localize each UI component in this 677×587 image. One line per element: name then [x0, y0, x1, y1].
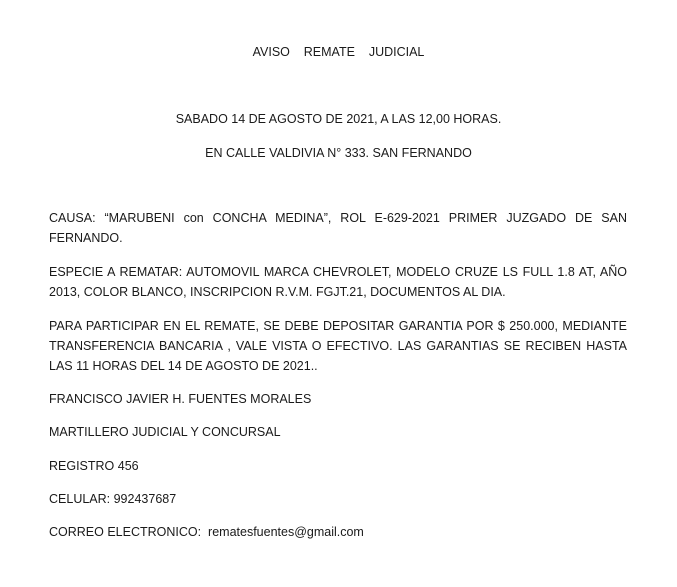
item-paragraph: ESPECIE A REMATAR: AUTOMOVIL MARCA CHEVROLET, MODELO CRUZE LS FULL 1.8 AT, AÑO 2013, COLOR BLANCO, INSCRIPCION R.V.M. FGJT.21, DOCUMENTOS AL DIA.: [49, 265, 627, 299]
guarantee-paragraph: PARA PARTICIPAR EN EL REMATE, SE DEBE DEPOSITAR GARANTIA POR $ 250.000, MEDIANTE TRANSFERENCIA BANCARIA , VALE VISTA O EFECTIVO. LAS GARANTIAS SE RECIBEN HASTA LAS 11 HORAS DEL 14 DE AGOSTO DE 2021..: [49, 319, 627, 373]
registry-number: REGISTRO 456: [49, 459, 139, 473]
auctioneer-name: FRANCISCO JAVIER H. FUENTES MORALES: [49, 392, 312, 406]
case-paragraph: CAUSA: “MARUBENI con CONCHA MEDINA”, ROL E-629-2021 PRIMER JUZGADO DE SAN FERNANDO.: [49, 211, 627, 245]
auction-date: SABADO 14 DE AGOSTO DE 2021, A LAS 12,00 HORAS.: [175, 112, 502, 126]
phone-number: CELULAR: 992437687: [49, 492, 177, 506]
auctioneer-role: MARTILLERO JUDICIAL Y CONCURSAL: [49, 425, 281, 439]
email-address: CORREO ELECTRONICO: rematesfuentes@gmail.com: [49, 525, 364, 539]
notice-title: AVISO REMATE JUDICIAL: [252, 45, 425, 59]
auction-location: EN CALLE VALDIVIA N° 333. SAN FERNANDO: [205, 146, 472, 160]
